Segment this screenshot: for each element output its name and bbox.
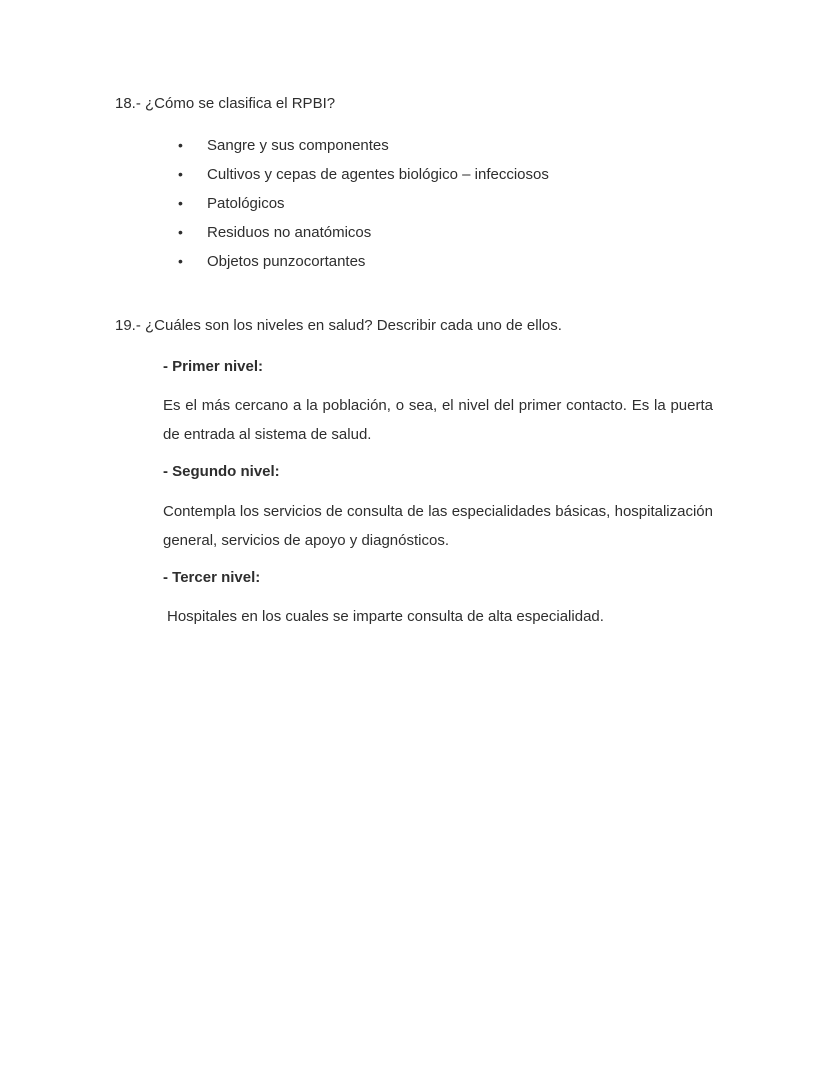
bullet-icon: • <box>178 253 183 269</box>
level-heading-segundo: - Segundo nivel: <box>163 463 280 480</box>
list-item-text: Patológicos <box>207 195 285 212</box>
level-description-primer: Es el más cercano a la población, o sea, el nivel del primer contacto. Es la puerta de entrada al sistema de salud. <box>163 397 713 443</box>
question-18: 18.- ¿Cómo se clasifica el RPBI? <box>115 95 336 112</box>
list-item-text: Cultivos y cepas de agentes biológico – infecciosos <box>207 166 549 183</box>
list-item <box>178 247 738 276</box>
bullet-icon: • <box>178 137 183 153</box>
bullet-icon: • <box>178 195 183 211</box>
list-item-text: Residuos no anatómicos <box>207 224 372 241</box>
bullet-icon: • <box>178 166 183 182</box>
rpbi-classification-list <box>178 131 738 276</box>
list-item <box>178 189 738 218</box>
list-item <box>178 160 738 189</box>
question-19: 19.- ¿Cuáles son los niveles en salud? Describir cada uno de ellos. <box>115 317 562 334</box>
bullet-icon: • <box>178 224 183 240</box>
level-description-tercer: Hospitales en los cuales se imparte consulta de alta especialidad. <box>167 608 604 625</box>
list-item <box>178 218 738 247</box>
list-item-text: Sangre y sus componentes <box>207 137 389 154</box>
level-heading-primer: - Primer nivel: <box>163 358 264 375</box>
level-description-segundo: Contempla los servicios de consulta de las especialidades básicas, hospitalización general, servicios de apoyo y diagnósticos. <box>163 503 713 549</box>
list-item <box>178 131 738 160</box>
list-item-text: Objetos punzocortantes <box>207 253 366 270</box>
level-heading-tercer: - Tercer nivel: <box>163 569 261 586</box>
